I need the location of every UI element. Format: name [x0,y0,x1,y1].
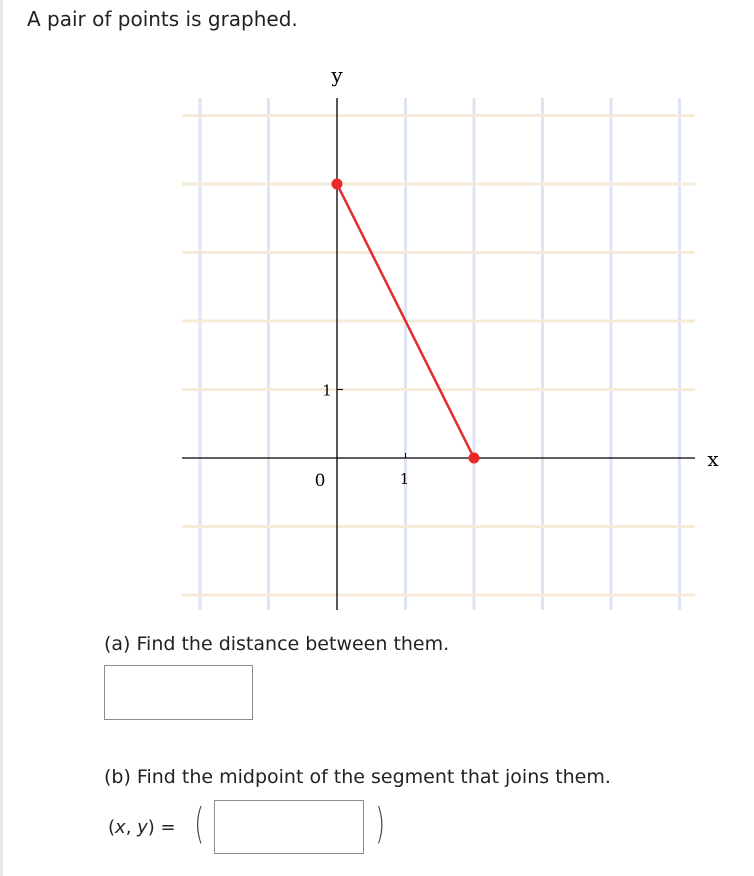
y-axis-label: y [331,63,343,87]
problem-prompt: A pair of points is graphed. [27,7,298,31]
open-paren: ( [194,799,205,848]
x-tick-label: 1 [399,470,410,488]
data-point-1 [332,179,343,190]
axes [182,98,695,610]
question-a: (a) Find the distance between them. [104,633,450,655]
label-sep: , [125,817,138,838]
data-point-2 [469,453,480,464]
question-b: (b) Find the midpoint of the segment that joins them. [104,766,611,788]
midpoint-label [108,817,176,838]
label-close: ) = [147,817,176,838]
close-paren: ) [375,799,386,848]
midpoint-input[interactable] [214,800,364,854]
origin-label: 0 [314,471,326,491]
x-axis-label: x [707,447,719,471]
axis-labels [315,63,720,491]
distance-input[interactable] [104,665,253,720]
label-open: ( [108,817,116,838]
grid-lines [182,98,695,610]
label-x: x [115,817,126,838]
y-tick-label: 1 [322,381,332,400]
label-y: y [137,817,148,838]
